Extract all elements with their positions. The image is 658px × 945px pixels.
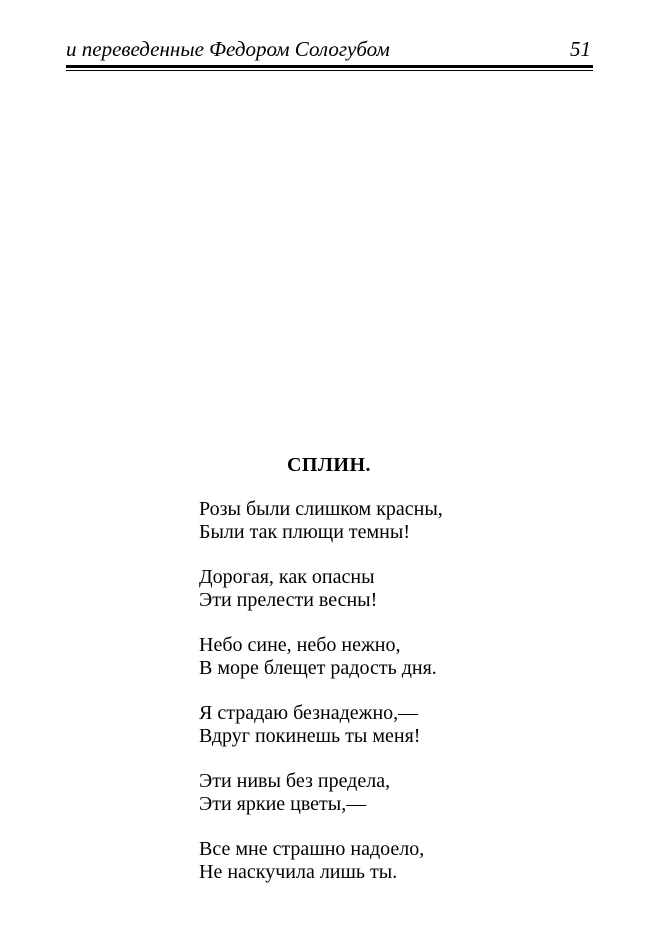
stanza bbox=[199, 838, 519, 884]
stanza bbox=[199, 498, 519, 544]
header-rule-thick bbox=[66, 65, 593, 68]
poem-title: СПЛИН. bbox=[286, 454, 371, 476]
poem-line: Все мне страшно надоело, bbox=[199, 838, 425, 860]
poem-line: Были так плющи темны! bbox=[199, 521, 410, 543]
stanza bbox=[199, 634, 519, 680]
poem-line: Не наскучила лишь ты. bbox=[199, 861, 398, 883]
stanza bbox=[199, 566, 519, 612]
page-number: 51 bbox=[570, 37, 591, 61]
header-rule-thin bbox=[66, 70, 593, 71]
stanza bbox=[199, 770, 519, 816]
poem-line: Эти нивы без предела, bbox=[199, 770, 391, 792]
poem-line: Розы были слишком красны, bbox=[199, 498, 443, 520]
poem-line: В море блещет радость дня. bbox=[199, 657, 437, 679]
running-header-title: и переведенные Федором Сологубом bbox=[66, 37, 390, 61]
poem-line: Дорогая, как опасны bbox=[199, 566, 375, 588]
poem-body bbox=[199, 498, 519, 906]
poem-line: Небо сине, небо нежно, bbox=[199, 634, 401, 656]
running-header bbox=[66, 36, 593, 66]
poem-line: Эти прелести весны! bbox=[199, 589, 378, 611]
poem-line: Вдруг покинешь ты меня! bbox=[199, 725, 421, 747]
poem-line: Я страдаю безнадежно,— bbox=[199, 702, 419, 724]
poem-line: Эти яркие цветы,— bbox=[199, 793, 367, 815]
stanza bbox=[199, 702, 519, 748]
